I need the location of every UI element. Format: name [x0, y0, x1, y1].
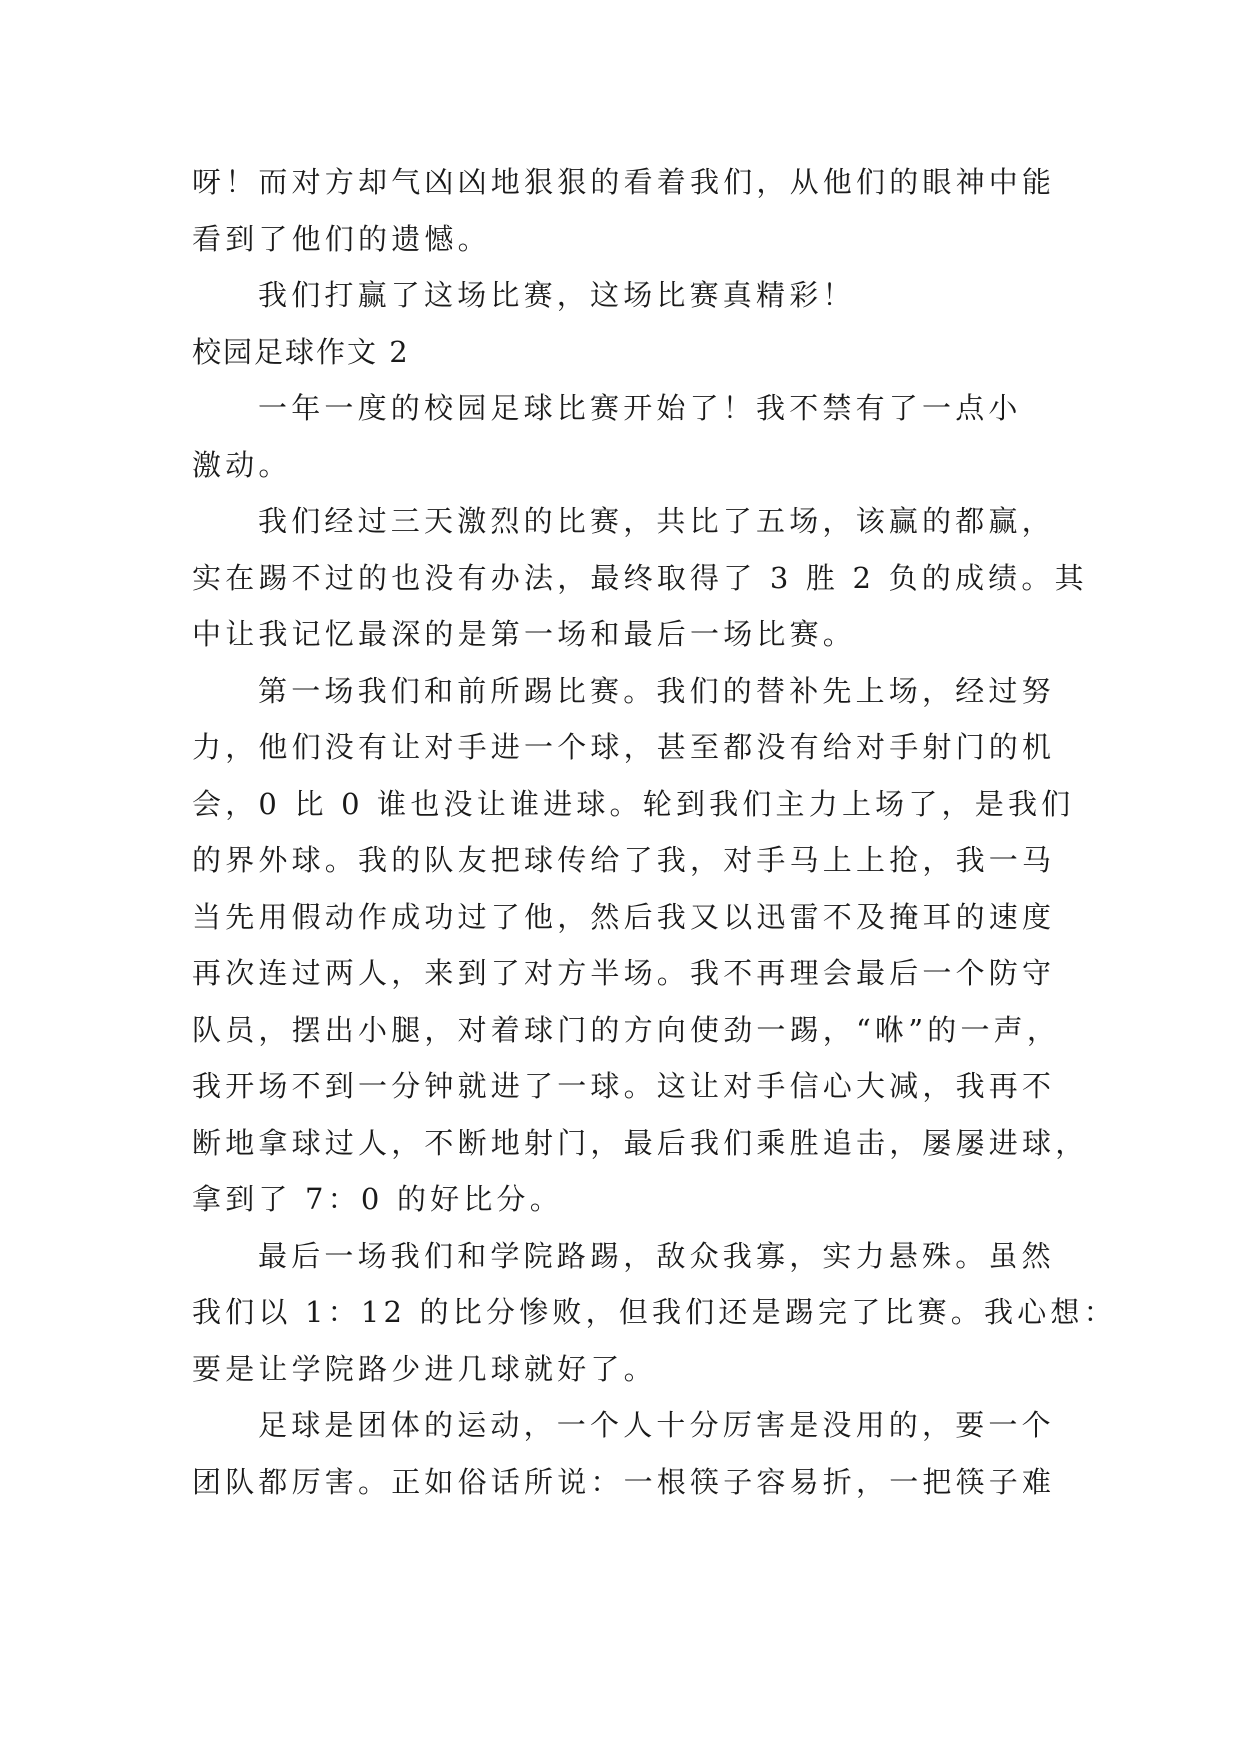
text-line: 再次连过两人，来到了对方半场。我不再理会最后一个防守 — [192, 956, 1056, 990]
text-line: 中让我记忆最深的是第一场和最后一场比赛。 — [192, 617, 857, 651]
text-line: 当先用假动作成功过了他，然后我又以迅雷不及掩耳的速度 — [192, 899, 1056, 934]
text-line: 实在踢不过的也没有办法，最终取得了 3 胜 2 负的成绩。其 — [192, 560, 1088, 595]
text-line: 拿到了 7：0 的好比分。 — [192, 1182, 563, 1216]
text-line: 的界外球。我的队友把球传给了我，对手马上上抢，我一马 — [192, 843, 1056, 877]
section-heading: 校园足球作文 2 — [192, 334, 410, 369]
text-line: 第一场我们和前所踢比赛。我们的替补先上场，经过努 — [258, 673, 1055, 708]
text-line: 团队都厉害。正如俗话所说：一根筷子容易折，一把筷子难 — [192, 1464, 1056, 1499]
text-line: 我们打赢了这场比赛，这场比赛真精彩！ — [258, 278, 856, 312]
text-line: 我开场不到一分钟就进了一球。这让对手信心大减，我再不 — [192, 1069, 1056, 1103]
text-line: 队员，摆出小腿，对着球门的方向使劲一踢，“咻”的一声， — [192, 1012, 1061, 1047]
text-line: 要是让学院路少进几球就好了。 — [192, 1351, 657, 1386]
text-line: 足球是团体的运动，一个人十分厉害是没用的，要一个 — [258, 1408, 1055, 1442]
text-line: 我们以 1：12 的比分惨败，但我们还是踢完了比赛。我心想： — [192, 1295, 1117, 1329]
text-line: 力，他们没有让对手进一个球，甚至都没有给对手射门的机 — [192, 730, 1056, 764]
text-line: 看到了他们的遗憾。 — [192, 221, 491, 256]
text-line: 呀！而对方却气凶凶地狠狠的看着我们，从他们的眼神中能 — [192, 165, 1056, 199]
document-page — [192, 154, 1117, 1510]
text-line: 一年一度的校园足球比赛开始了！我不禁有了一点小 — [258, 391, 1022, 425]
text-line: 会，0 比 0 谁也没让谁进球。轮到我们主力上场了，是我们 — [192, 786, 1075, 821]
text-line: 最后一场我们和学院路踢，敌众我寡，实力悬殊。虽然 — [258, 1238, 1055, 1273]
text-line: 激动。 — [192, 447, 292, 482]
text-line: 我们经过三天激烈的比赛，共比了五场，该赢的都赢， — [258, 504, 1055, 538]
text-line: 断地拿球过人，不断地射门，最后我们乘胜追击，屡屡进球， — [192, 1125, 1089, 1160]
